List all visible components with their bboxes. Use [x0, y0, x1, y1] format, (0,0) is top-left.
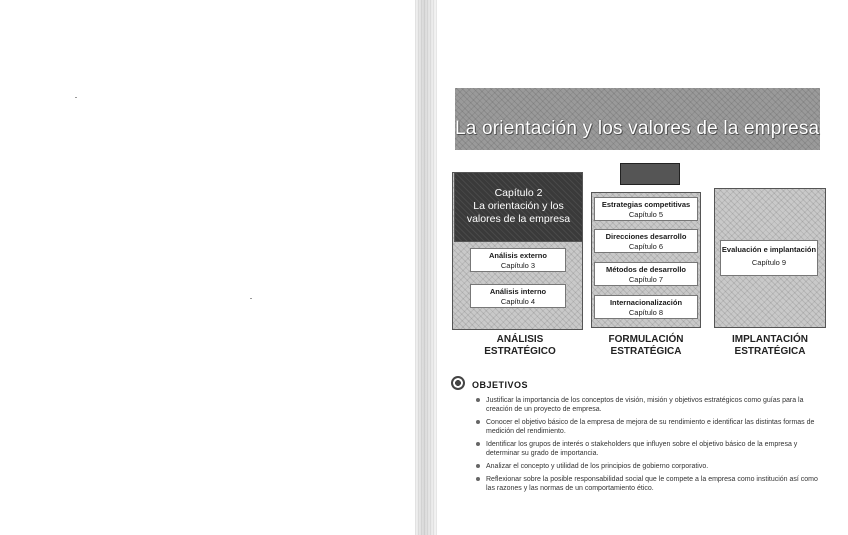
- list-item: Analizar el concepto y utilidad de los principios de gobierno corporativo.: [476, 462, 822, 471]
- item-chapter: Capítulo 8: [628, 308, 664, 317]
- item-internacionalizacion: [594, 295, 698, 319]
- item-analisis-interno: [470, 284, 566, 308]
- paper-speck: [75, 97, 77, 98]
- list-item: Identificar los grupos de interés o stakeholders que influyen sobre el objetivo básico de la empresa y determinar su grado de importancia.: [476, 440, 822, 458]
- chapter-2-name: La orientación y los valores de la empresa: [466, 200, 571, 225]
- target-icon: [451, 376, 465, 390]
- list-item: Conocer el objetivo básico de la empresa de mejora de su rendimiento e identificar las distintas formas de medición del rendimiento.: [476, 418, 822, 436]
- item-title: Métodos de desarrollo: [605, 265, 686, 274]
- item-chapter: Capítulo 3: [500, 261, 536, 270]
- chapter-pill: [620, 163, 680, 185]
- item-chapter: Capítulo 4: [500, 297, 536, 306]
- objectives-list: [476, 396, 822, 497]
- item-metodos-desarrollo: [594, 262, 698, 286]
- objectives-heading: OBJETIVOS: [472, 380, 529, 390]
- item-title: Evaluación e implantación: [721, 245, 817, 254]
- item-chapter: Capítulo 7: [628, 275, 664, 284]
- chapter-2-box: [454, 172, 583, 242]
- item-title: Análisis interno: [489, 287, 547, 296]
- label-implantacion-estrategica: IMPLANTACIÓN ESTRATÉGICA: [732, 334, 808, 357]
- chapter-title: La orientación y los valores de la empresa: [455, 118, 820, 139]
- item-title: Internacionalización: [609, 298, 683, 307]
- label-analisis-estrategico: ANÁLISIS ESTRATÉGICO: [484, 334, 556, 357]
- list-item: Justificar la importancia de los conceptos de visión, misión y objetivos estratégicos como guías para la creación de un proyecto de empresa.: [476, 396, 822, 414]
- item-chapter: Capítulo 5: [628, 210, 664, 219]
- item-direcciones-desarrollo: [594, 229, 698, 253]
- item-chapter: Capítulo 6: [628, 242, 664, 251]
- item-analisis-externo: [470, 248, 566, 272]
- list-item: Reflexionar sobre la posible responsabilidad social que le compete a la empresa como institución así como las razones y las normas de un comportamiento ético.: [476, 475, 822, 493]
- paper-speck: [250, 298, 252, 299]
- item-title: Análisis externo: [489, 251, 547, 260]
- chapter-2-label: Capítulo 2: [494, 187, 543, 199]
- item-title: Estrategias competitivas: [601, 200, 691, 209]
- book-gutter: [415, 0, 437, 535]
- item-title: Direcciones desarrollo: [605, 232, 687, 241]
- label-formulacion-estrategica: FORMULACIÓN ESTRATÉGICA: [608, 334, 684, 357]
- item-chapter: Capítulo 9: [751, 258, 787, 267]
- item-evaluacion-implantacion: [720, 240, 818, 276]
- item-estrategias-competitivas: [594, 197, 698, 221]
